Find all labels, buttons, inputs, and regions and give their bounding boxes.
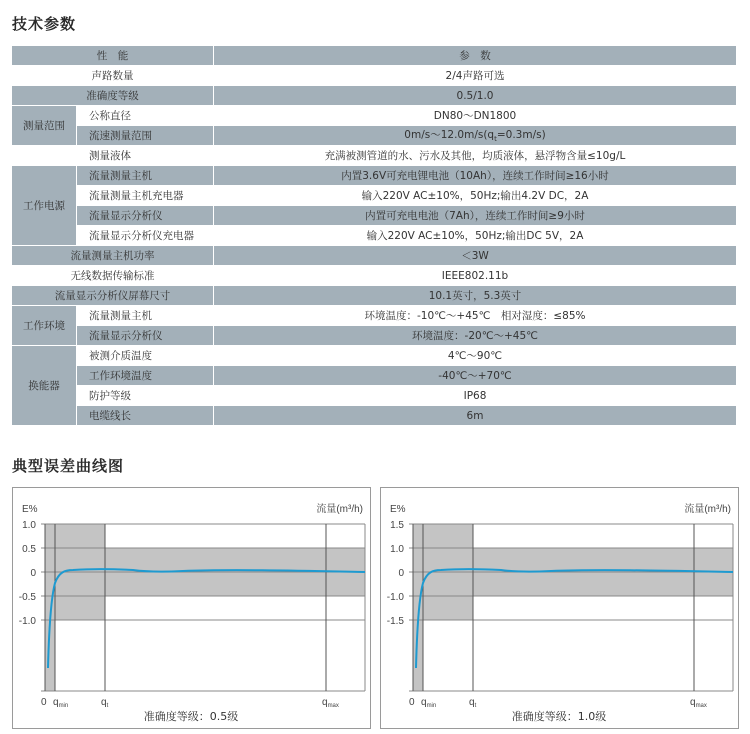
table-row: 换能器 被测介质温度 4℃～90℃: [12, 346, 737, 366]
group-label: 工作电源: [12, 166, 77, 246]
table-row: 流量显示分析仪屏幕尺寸 10.1英寸，5.3英寸: [12, 286, 737, 306]
svg-text:-1.0: -1.0: [18, 616, 36, 627]
error-curve-chart-0.5: [12, 487, 371, 729]
svg-text:1.0: 1.0: [22, 520, 36, 531]
table-row: 无线数据传输标准 IEEE802.11b: [12, 266, 737, 286]
svg-text:-0.5: -0.5: [18, 592, 36, 603]
svg-text:qt: $q_t$: [101, 697, 109, 709]
chart-caption: 准确度等级：1.0级: [511, 710, 607, 723]
group-label: 换能器: [12, 346, 77, 426]
table-row: 准确度等级 0.5/1.0: [12, 86, 737, 106]
y-axis-label: E%: [390, 504, 406, 515]
spec-table: [12, 46, 737, 426]
table-row: 工作电源 流量测量主机 内置3.6V可充电锂电池（10Ah），连续工作时间≥16小时: [12, 166, 737, 186]
section-title-error-curve: 典型误差曲线图: [12, 457, 125, 475]
svg-text:-1.0: -1.0: [386, 592, 404, 603]
header-performance: 性 能: [12, 46, 214, 66]
table-row: 流量显示分析仪 内置可充电电池（7Ah），连续工作时间≥9小时: [12, 206, 737, 226]
error-curve-chart-1.0: [380, 487, 739, 729]
table-row: 电缆线长 6m: [12, 406, 737, 426]
table-row: 流量测量主机充电器 输入220V AC±10%，50Hz;输出4.2V DC，2A: [12, 186, 737, 206]
svg-text:0.5: 0.5: [22, 544, 36, 555]
svg-text:qt: $q_t$: [469, 697, 477, 709]
chart-caption: 准确度等级：0.5级: [143, 710, 239, 723]
table-row: 声路数量 2/4声路可选: [12, 66, 737, 86]
svg-text:0: 0: [30, 568, 36, 579]
table-row: 防护等级 IP68: [12, 386, 737, 406]
table-row: 工作环境 流量测量主机 环境温度：-10℃～+45℃ 相对湿度：≤85%: [12, 306, 737, 326]
svg-text:0: 0: [398, 568, 404, 579]
svg-text:qmin: $q_{min}$: [421, 697, 437, 709]
svg-text:-1.5: -1.5: [386, 616, 404, 627]
section-title-specs: 技术参数: [12, 15, 77, 33]
flow-speed-range: $0m/s\sim 12.0m/s(q_t=0.3m/s)$: [214, 126, 737, 146]
table-row: 流量显示分析仪 环境温度：-20℃～+45℃: [12, 326, 737, 346]
x-axis-label: 流量(m³/h): [316, 504, 363, 515]
table-header: [12, 46, 737, 66]
svg-text:1.0: 1.0: [390, 544, 404, 555]
table-row: 流速测量范围 $0m/s\sim 12.0m/s(q_t=0.3m/s)$: [12, 126, 737, 146]
x-axis-label: 流量(m³/h): [684, 504, 731, 515]
svg-text:qmax: $q_{max}$: [322, 697, 339, 709]
svg-text:qmax: $q_{max}$: [690, 697, 707, 709]
group-label: 工作环境: [12, 306, 77, 346]
table-row: 工作环境温度 -40℃～+70℃: [12, 366, 737, 386]
table-row: 流量测量主机功率 ＜3W: [12, 246, 737, 266]
table-row: 测量范围 公称直径 DN80～DN1800: [12, 106, 737, 126]
svg-text:0: 0: [41, 697, 47, 708]
table-row: 测量液体 充满被测管道的水、污水及其他，均质液体，悬浮物含量≤10g/L: [12, 146, 737, 166]
svg-text:qmin: $q_{min}$: [53, 697, 69, 709]
group-label: 测量范围: [12, 106, 77, 146]
svg-text:0: 0: [409, 697, 415, 708]
header-parameter: 参 数: [214, 46, 737, 66]
svg-text:1.5: 1.5: [390, 520, 404, 531]
table-row: 流量显示分析仪充电器 输入220V AC±10%，50Hz;输出DC 5V，2A: [12, 226, 737, 246]
y-axis-label: E%: [22, 504, 38, 515]
